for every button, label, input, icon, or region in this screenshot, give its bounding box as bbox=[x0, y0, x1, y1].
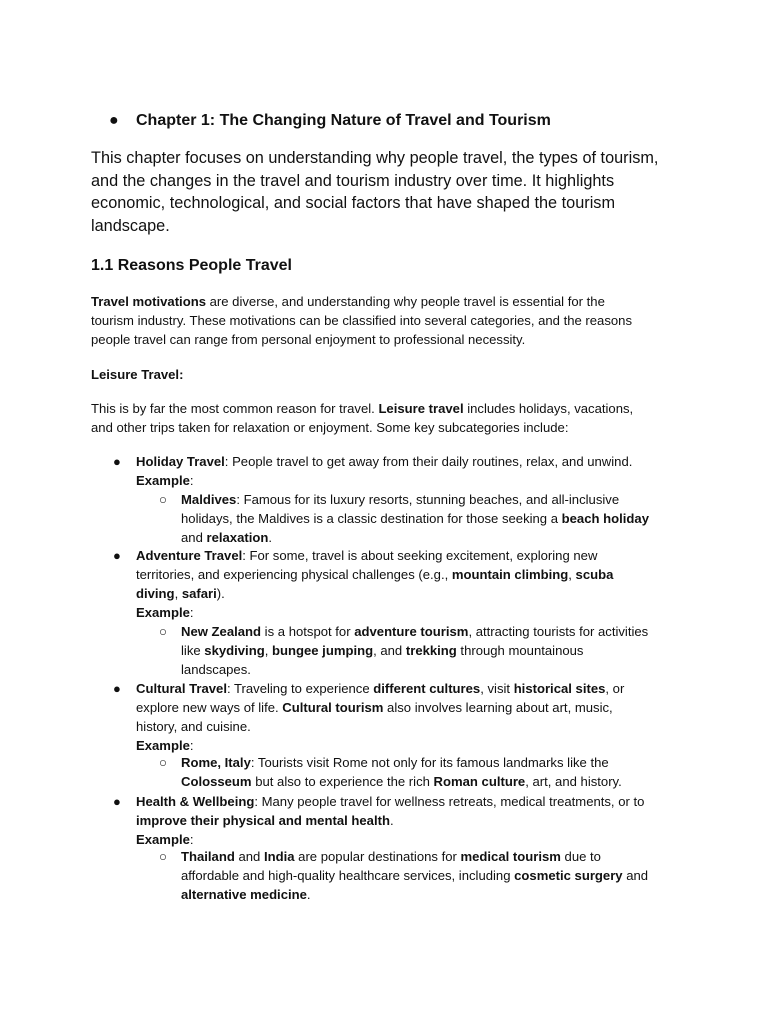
item-title: Health & Wellbeing bbox=[136, 794, 255, 809]
intro-line: landscape. bbox=[91, 216, 170, 235]
bullet-icon: ● bbox=[113, 681, 121, 696]
leisure-heading: Leisure Travel: bbox=[91, 367, 184, 382]
example-label: Example bbox=[136, 832, 190, 847]
item-title: Cultural Travel bbox=[136, 681, 227, 696]
intro-line: This chapter focuses on understanding why people travel, the types of tourism, bbox=[91, 149, 659, 167]
sub-bullet-icon: ○ bbox=[159, 849, 167, 864]
section-heading: 1.1 Reasons People Travel bbox=[91, 257, 292, 274]
motivations-paragraph: Travel motivations are diverse, and understanding why people travel is essential for the tourism industry. These motivations can be classified into several categories, and the reasons people travel can range from personal enjoyment to professional necessity. bbox=[91, 294, 632, 347]
bold-term: Travel motivations bbox=[91, 294, 206, 309]
item-title: Adventure Travel bbox=[136, 548, 243, 563]
bullet-icon: ● bbox=[113, 454, 121, 469]
leisure-paragraph: This is by far the most common reason for travel. Leisure travel includes holidays, vacations, and other trips taken for relaxation or enjoyment. Some key subcategories include: bbox=[91, 401, 634, 435]
document-page: ● Chapter 1: The Changing Nature of Travel and Tourism This chapter focuses on understanding why people travel, the types of tourism, and the changes in the travel and tourism industry over time. It highlights economic, technological, and social factors that have shaped the tourism landscape. 1.1 Reasons People Travel Travel motivations are diverse, and understanding why people travel is essential for the tourism industry. These motivations can be classified into several categories, and the reasons people travel can range from personal enjoyment to professional necessity. Leisure Travel: This is by far the most common reason for travel. Leisure travel includes holidays, vacations, and other trips taken for relaxation or enjoyment. Some key subcategories include: ● Holiday Travel: People travel to get away from their daily routines, relax, and unwind. Example: ○ Maldives: Famous for its luxury resorts, stunning beaches, and all-inclusive holidays, the Maldives is a classic destination for those seeking a beach holiday and relaxation. ● Adventure Travel: For some, travel is about seeking excitement, exploring new territories, and experiencing physical challenges (e.g., mountain climbing, scuba diving, safari). Example: ○ New Zealand is a hotspot for adventure tourism, attracting tourists for activities like skydiving, bungee jumping, and trekking through mountainous landscapes. ● Cultural Travel: Traveling to experience different cultures, visit historical sites, or explore new ways of life. Cultural tourism also involves learning about art, music, history, and cuisine. Example: ○ Rome, Italy: Tourists visit Rome not only for its famous landmarks like the Colosseum but also to experience the rich Roman culture, art, and history. ● Health & Wellbeing: Many people travel for wellness retreats, medical treatments, or to improve their physical and mental health. Example: ○ Thailand and India are popular destinations for medical tourism due to affordable and high-quality healthcare services, including cosmetic surgery and alternative medicine. bbox=[0, 0, 768, 1024]
example-label: Example bbox=[136, 473, 190, 488]
bullet-icon: ● bbox=[109, 112, 119, 129]
bullet-icon: ● bbox=[113, 794, 121, 809]
bullet-icon: ● bbox=[113, 548, 121, 563]
intro-line: and the changes in the travel and tourism industry over time. It highlights bbox=[91, 171, 615, 190]
example-label: Example bbox=[136, 605, 190, 620]
sub-bullet-icon: ○ bbox=[159, 492, 167, 507]
intro-line: economic, technological, and social factors that have shaped the tourism bbox=[91, 194, 616, 212]
example-label: Example bbox=[136, 738, 190, 753]
sub-bullet-icon: ○ bbox=[159, 624, 167, 639]
item-title: Holiday Travel bbox=[136, 454, 225, 469]
intro-paragraph bbox=[91, 147, 671, 237]
sub-bullet-icon: ○ bbox=[159, 755, 167, 770]
bold-term: Leisure travel bbox=[378, 401, 464, 416]
chapter-heading: Chapter 1: The Changing Nature of Travel and Tourism bbox=[136, 112, 551, 129]
